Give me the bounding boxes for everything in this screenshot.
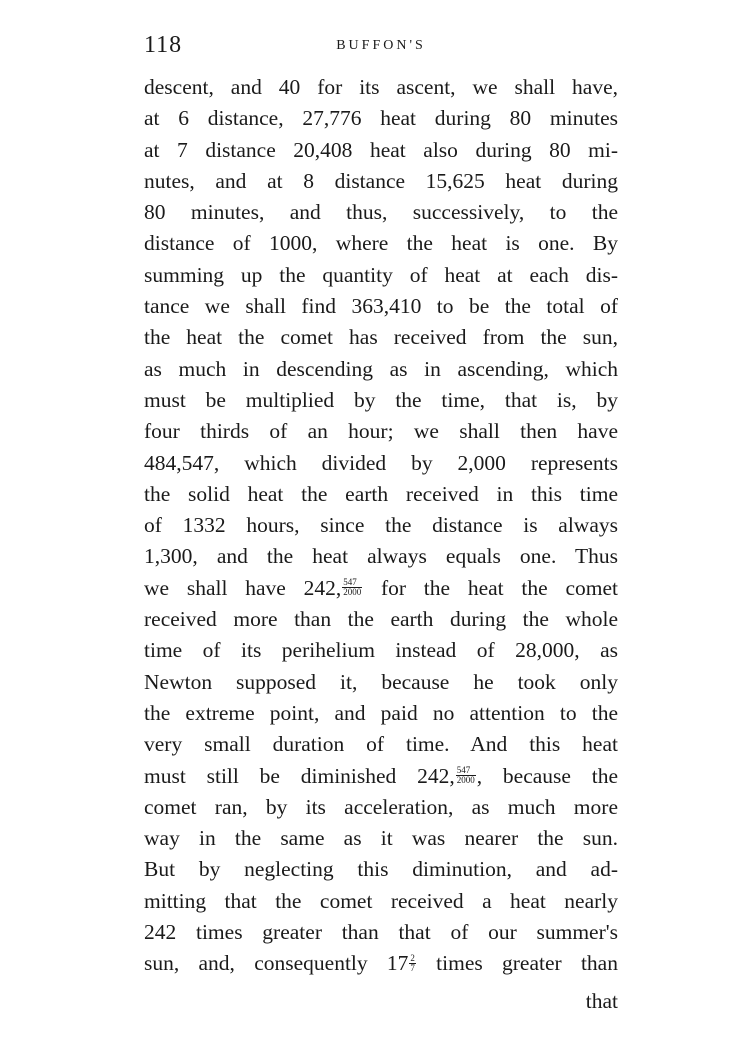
text-line-with-fraction [144,948,618,979]
text-line: as much in descending as in ascending, which [144,356,618,381]
text-line: very small duration of time. And this heat [144,732,618,757]
text-segment: for the heat the comet [363,575,618,600]
text-line: tance we shall find 363,410 to be the total of [144,294,618,319]
text-line: 80 minutes, and thus, successively, to the [144,200,618,225]
text-line: way in the same as it was nearer the sun. [144,826,618,851]
page-header [144,22,618,62]
text-segment: times greater than [416,951,618,976]
text-segment: must still be diminished 242, [144,763,455,788]
text-line: the extreme point, and paid no attention to the [144,700,618,725]
text-line: But by neglecting this diminution, and ad- [144,857,618,882]
fraction [456,766,476,785]
text-line: distance of 1000, where the heat is one. By [144,231,618,256]
fraction [342,578,362,597]
text-line: received more than the earth during the whole [144,607,618,632]
body-text [144,72,618,980]
page-number: 118 [144,32,183,58]
text-line: the solid heat the earth received in this time [144,481,618,506]
text-line: nutes, and at 8 distance 15,625 heat during [144,168,618,193]
fraction [409,954,416,973]
text-line: Newton supposed it, because he took only [144,669,618,694]
text-segment: , because the [476,763,618,788]
text-line: 242 times greater than that of our summer's [144,920,618,945]
text-line: four thirds of an hour; we shall then have [144,419,618,444]
text-line: the heat the comet has received from the sun, [144,325,618,350]
text-line: at 7 distance 20,408 heat also during 80 mi- [144,137,618,162]
text-line: of 1332 hours, since the distance is always [144,513,618,538]
text-segment: we shall have 242, [144,575,342,600]
fraction-numerator: 547 [342,578,362,588]
fraction-denominator: 2000 [456,775,475,786]
text-line-with-fraction [144,761,618,792]
text-line: time of its perihelium instead of 28,000, as [144,638,618,663]
text-line: descent, and 40 for its ascent, we shall have, [144,75,618,99]
fraction-numerator: 547 [456,766,476,776]
text-segment: sun, and, consequently 17 [144,951,409,976]
text-line: comet ran, by its acceleration, as much more [144,794,618,819]
fraction-numerator: 2 [410,952,415,963]
running-head: BUFFON'S [336,38,426,53]
catchword: that [585,989,618,1013]
text-line: 1,300, and the heat always equals one. Thus [144,544,618,569]
text-line: mitting that the comet received a heat nearly [144,888,618,913]
text-line-with-fraction [144,573,618,604]
text-line: must be multiplied by the time, that is, by [144,387,618,412]
fraction-denominator: 7 [410,962,415,973]
fraction-denominator: 2000 [343,587,362,598]
text-line: summing up the quantity of heat at each dis- [144,262,618,287]
text-line: 484,547, which divided by 2,000 represents [144,450,618,475]
text-line: at 6 distance, 27,776 heat during 80 minutes [144,106,618,131]
